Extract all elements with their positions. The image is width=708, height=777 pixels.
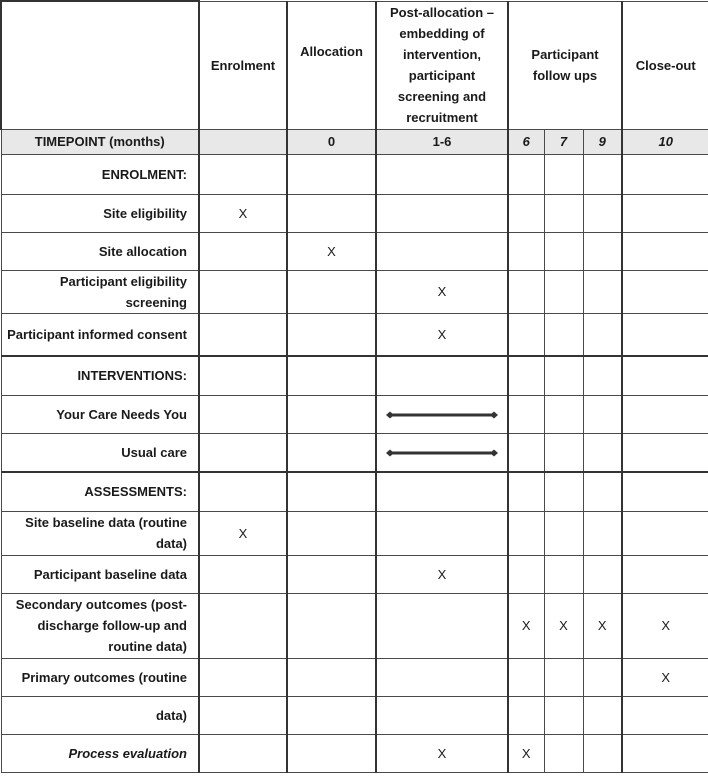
timepoint-label: TIMEPOINT (months) (1, 129, 199, 154)
cell (199, 433, 287, 472)
cell (583, 395, 622, 433)
mark-cell: X (376, 734, 508, 772)
mark-cell (287, 270, 376, 313)
mark-cell (376, 511, 508, 555)
mark-cell (583, 555, 622, 593)
mark-cell (508, 194, 544, 232)
table-row-site-eligibility (1, 194, 708, 232)
table-row-process-evaluation (1, 734, 708, 772)
mark-cell (287, 658, 376, 696)
cell (287, 472, 376, 511)
mark-cell (622, 696, 708, 734)
timepoint-close-out: 10 (622, 129, 708, 154)
mark-cell (622, 511, 708, 555)
mark-cell: X (199, 194, 287, 232)
section-row-assessments (1, 472, 708, 511)
mark-cell (544, 696, 583, 734)
row-label: Site baseline data (routine data) (1, 511, 199, 555)
timepoint-post-allocation: 1-6 (376, 129, 508, 154)
mark-cell (508, 658, 544, 696)
mark-cell (376, 696, 508, 734)
mark-cell (622, 232, 708, 270)
mark-cell (287, 593, 376, 658)
span-cell (376, 433, 508, 472)
mark-cell (544, 511, 583, 555)
timepoint-allocation: 0 (287, 129, 376, 154)
mark-cell (508, 555, 544, 593)
timepoint-followup-7: 7 (544, 129, 583, 154)
double-arrow-line-icon (386, 410, 498, 420)
cell (508, 356, 544, 395)
header-post-allocation: Post-allocation – embedding of intervention, participant screening and recruitment (376, 1, 508, 129)
table-row-participant-informed-consent (1, 313, 708, 356)
mark-cell (508, 511, 544, 555)
mark-cell (544, 658, 583, 696)
mark-cell (199, 593, 287, 658)
cell (622, 433, 708, 472)
mark-cell: X (508, 734, 544, 772)
mark-cell: X (544, 593, 583, 658)
mark-cell (583, 734, 622, 772)
mark-cell (622, 734, 708, 772)
row-label: Site allocation (1, 232, 199, 270)
table-row-your-care-needs-you (1, 395, 708, 433)
cell (583, 433, 622, 472)
row-label: Participant baseline data (1, 555, 199, 593)
mark-cell: X (622, 593, 708, 658)
mark-cell: X (376, 555, 508, 593)
mark-cell (199, 555, 287, 593)
mark-cell (287, 696, 376, 734)
cell (544, 154, 583, 194)
row-label: Process evaluation (1, 734, 199, 772)
mark-cell (199, 313, 287, 356)
mark-cell (583, 313, 622, 356)
mark-cell (508, 270, 544, 313)
cell (583, 356, 622, 395)
row-label: data) (1, 696, 199, 734)
row-label: Your Care Needs You (1, 395, 199, 433)
mark-cell (287, 734, 376, 772)
mark-cell (583, 232, 622, 270)
mark-cell (199, 734, 287, 772)
section-title-enrolment: ENROLMENT: (1, 154, 199, 194)
mark-cell: X (287, 232, 376, 270)
row-label: Site eligibility (1, 194, 199, 232)
mark-cell (544, 734, 583, 772)
mark-cell (508, 696, 544, 734)
phase-header-row (1, 1, 708, 129)
mark-cell: X (508, 593, 544, 658)
cell (199, 395, 287, 433)
mark-cell: X (622, 658, 708, 696)
mark-cell (583, 658, 622, 696)
mark-cell: X (376, 313, 508, 356)
cell (508, 472, 544, 511)
double-arrow-line-icon (386, 448, 498, 458)
mark-cell (376, 194, 508, 232)
mark-cell (508, 232, 544, 270)
mark-cell (287, 194, 376, 232)
header-enrolment: Enrolment (199, 1, 287, 129)
mark-cell (544, 313, 583, 356)
cell (583, 154, 622, 194)
mark-cell (544, 270, 583, 313)
timepoint-row (1, 129, 708, 154)
header-blank-cell (1, 1, 199, 129)
cell (544, 472, 583, 511)
mark-cell (583, 270, 622, 313)
cell (287, 433, 376, 472)
mark-cell: X (376, 270, 508, 313)
table-row-secondary-outcomes (1, 593, 708, 658)
cell (199, 356, 287, 395)
mark-cell (287, 555, 376, 593)
mark-cell (287, 313, 376, 356)
cell (622, 395, 708, 433)
section-title-assessments: ASSESSMENTS: (1, 472, 199, 511)
table-row-participant-eligibility-screening (1, 270, 708, 313)
row-label: Secondary outcomes (post-discharge follow-up and routine data) (1, 593, 199, 658)
mark-cell (376, 658, 508, 696)
table-row-participant-baseline-data (1, 555, 708, 593)
cell (508, 154, 544, 194)
table-row-primary-outcomes-continued (1, 696, 708, 734)
mark-cell (376, 232, 508, 270)
row-label: Participant eligibility screening (1, 270, 199, 313)
mark-cell (544, 555, 583, 593)
cell (622, 154, 708, 194)
section-title-interventions: INTERVENTIONS: (1, 356, 199, 395)
row-label: Participant informed consent (1, 313, 199, 356)
mark-cell (583, 696, 622, 734)
row-label: Usual care (1, 433, 199, 472)
header-close-out: Close-out (622, 1, 708, 129)
table-row-site-allocation (1, 232, 708, 270)
mark-cell (622, 194, 708, 232)
mark-cell (508, 313, 544, 356)
mark-cell (622, 313, 708, 356)
mark-cell (583, 511, 622, 555)
mark-cell (583, 194, 622, 232)
cell (508, 433, 544, 472)
cell (508, 395, 544, 433)
cell (544, 356, 583, 395)
mark-cell (287, 511, 376, 555)
mark-cell (376, 593, 508, 658)
cell (544, 395, 583, 433)
mark-cell (199, 696, 287, 734)
cell (376, 472, 508, 511)
mark-cell (199, 270, 287, 313)
cell (199, 154, 287, 194)
mark-cell (622, 555, 708, 593)
cell (287, 154, 376, 194)
table-row-primary-outcomes (1, 658, 708, 696)
cell (622, 356, 708, 395)
header-participant-follow-ups: Participant follow ups (508, 1, 622, 129)
header-allocation: Allocation (287, 1, 376, 129)
cell (622, 472, 708, 511)
section-row-interventions (1, 356, 708, 395)
cell (583, 472, 622, 511)
timepoint-enrolment (199, 129, 287, 154)
span-cell (376, 395, 508, 433)
table-row-usual-care (1, 433, 708, 472)
cell (544, 433, 583, 472)
cell (287, 395, 376, 433)
cell (199, 472, 287, 511)
timepoint-followup-6: 6 (508, 129, 544, 154)
cell (376, 154, 508, 194)
cell (376, 356, 508, 395)
mark-cell (199, 232, 287, 270)
table-row-site-baseline-data (1, 511, 708, 555)
mark-cell (544, 232, 583, 270)
cell (287, 356, 376, 395)
mark-cell: X (199, 511, 287, 555)
mark-cell (199, 658, 287, 696)
mark-cell: X (583, 593, 622, 658)
mark-cell (544, 194, 583, 232)
timepoint-followup-9: 9 (583, 129, 622, 154)
row-label: Primary outcomes (routine (1, 658, 199, 696)
mark-cell (622, 270, 708, 313)
section-row-enrolment (1, 154, 708, 194)
